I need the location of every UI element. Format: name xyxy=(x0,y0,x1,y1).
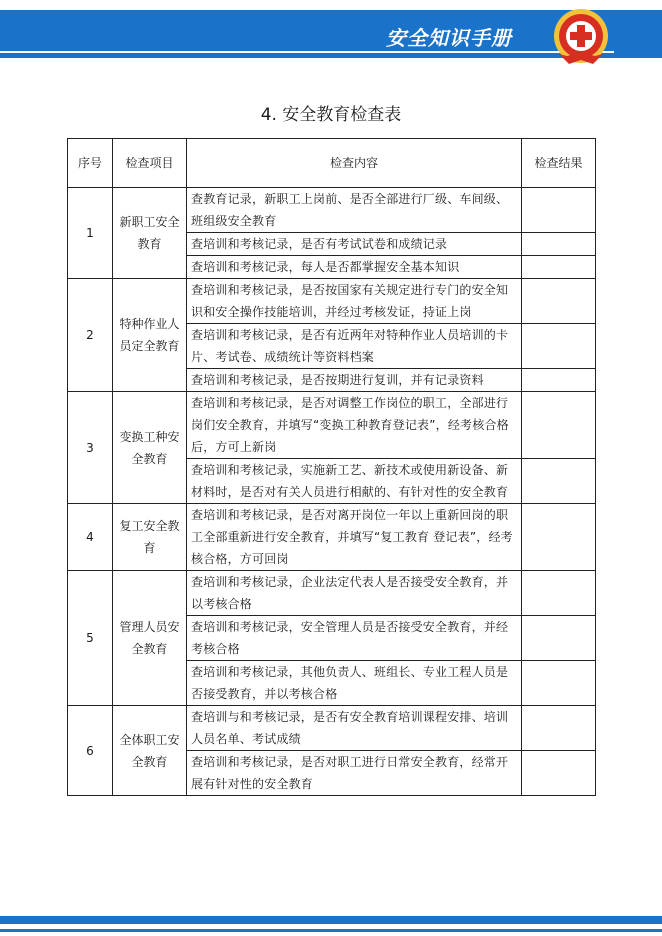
check-content: 查培训和考核记录，安全管理人员是否接受安全教育，并经考核合格 xyxy=(187,616,522,661)
safety-education-checklist-table xyxy=(67,138,596,796)
header-bar-tail xyxy=(614,10,662,58)
check-result-cell[interactable] xyxy=(522,571,596,616)
check-result-cell[interactable] xyxy=(522,256,596,279)
table-row xyxy=(68,706,596,751)
table-row xyxy=(68,504,596,571)
check-result-cell[interactable] xyxy=(522,751,596,796)
header-no: 序号 xyxy=(68,139,113,188)
footer-line xyxy=(0,929,662,932)
check-content: 查培训和考核记录，其他负责人、班组长、专业工程人员是否接受教育，并以考核合格 xyxy=(187,661,522,706)
check-content: 查培训和考核记录，每人是否都掌握安全基本知识 xyxy=(187,256,522,279)
check-result-cell[interactable] xyxy=(522,459,596,504)
group-number: 3 xyxy=(68,392,113,504)
check-result-cell[interactable] xyxy=(522,504,596,571)
group-number: 2 xyxy=(68,279,113,392)
check-result-cell[interactable] xyxy=(522,616,596,661)
table-row xyxy=(68,392,596,459)
check-result-cell[interactable] xyxy=(522,392,596,459)
safety-emblem-icon xyxy=(551,6,611,70)
check-content: 查培训和考核记录，实施新工艺、新技术或使用新设备、新材料时，是否对有关人员进行相献的、有针对性的安全教育 xyxy=(187,459,522,504)
table-header-row xyxy=(68,139,596,188)
group-item: 全体职工安全教育 xyxy=(113,706,187,796)
check-content: 查培训和考核记录，是否有考试试卷和成绩记录 xyxy=(187,233,522,256)
check-result-cell[interactable] xyxy=(522,661,596,706)
header-title: 安全知识手册 xyxy=(386,26,512,50)
group-item: 复工安全教育 xyxy=(113,504,187,571)
group-item: 变换工种安全教育 xyxy=(113,392,187,504)
check-result-cell[interactable] xyxy=(522,279,596,324)
group-number: 4 xyxy=(68,504,113,571)
check-content: 查培训和考核记录，是否对离开岗位一年以上重新回岗的职工全部重新进行安全教育，并填写“复工教育 登记表”，经考核合格，方可回岗 xyxy=(187,504,522,571)
group-item: 新职工安全教育 xyxy=(113,188,187,279)
check-result-cell[interactable] xyxy=(522,369,596,392)
check-result-cell[interactable] xyxy=(522,188,596,233)
table-row xyxy=(68,188,596,233)
group-number: 6 xyxy=(68,706,113,796)
check-content: 查培训和考核记录，是否对职工进行日常安全教育，经常开展有针对性的安全教育 xyxy=(187,751,522,796)
header-content: 检查内容 xyxy=(187,139,522,188)
check-content: 查培训和考核记录，是否按期进行复训，并有记录资料 xyxy=(187,369,522,392)
group-item: 特种作业人员定全教育 xyxy=(113,279,187,392)
header-result: 检查结果 xyxy=(522,139,596,188)
group-number: 5 xyxy=(68,571,113,706)
group-item: 管理人员安全教育 xyxy=(113,571,187,706)
group-number: 1 xyxy=(68,188,113,279)
check-content: 查培训和考核记录，是否对调整工作岗位的职工，全部进行岗们安全教育，并填写“变换工种教育登记表”，经考核合格后，方可上新岗 xyxy=(187,392,522,459)
table-row xyxy=(68,279,596,324)
check-content: 查培训和考核记录，企业法定代表人是否接受安全教育，并以考核合格 xyxy=(187,571,522,616)
document-title: 4. 安全教育检查表 xyxy=(260,105,402,125)
check-content: 查教育记录，新职工上岗前、是否全部进行厂级、车间级、班组级安全教育 xyxy=(187,188,522,233)
check-result-cell[interactable] xyxy=(522,706,596,751)
check-content: 查培训与和考核记录，是否有安全教育培训课程安排、培训人员名单、考试成绩 xyxy=(187,706,522,751)
header-item: 检查项目 xyxy=(113,139,187,188)
footer-bar xyxy=(0,916,662,924)
check-content: 查培训和考核记录，是否按国家有关规定进行专门的安全知识和安全操作技能培训，并经过考核发证，持证上岗 xyxy=(187,279,522,324)
check-result-cell[interactable] xyxy=(522,324,596,369)
check-result-cell[interactable] xyxy=(522,233,596,256)
check-content: 查培训和考核记录，是否有近两年对特种作业人员培训的卡片、考试卷、成绩统计等资料档案 xyxy=(187,324,522,369)
table-row xyxy=(68,571,596,616)
